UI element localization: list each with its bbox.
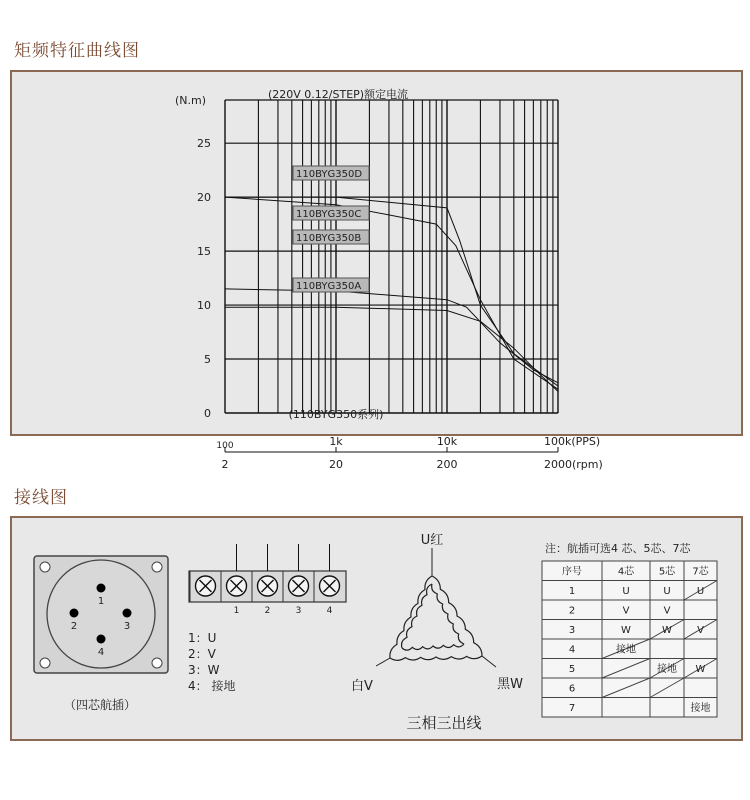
pin-table-cell: W	[621, 625, 631, 636]
wiring-panel	[10, 516, 743, 741]
winding-coil	[390, 576, 432, 658]
pin-table-cell: 7	[568, 703, 576, 714]
pin-3	[123, 609, 132, 618]
chart-title: (220V 0.12/STEP)额定电流	[268, 88, 409, 101]
pin-1	[97, 584, 106, 593]
wiring-section-title: 接线图	[14, 488, 68, 508]
pin-table-header: 5芯	[658, 566, 676, 578]
x-tick-label-rpm: 2000(rpm)	[544, 458, 603, 471]
terminal-number: 3	[295, 606, 302, 616]
series-label-text: 110BYG350A	[296, 281, 362, 292]
y-tick-label: 20	[197, 191, 211, 205]
pin-table-cell: 6	[568, 683, 576, 695]
three-phase-caption: 三相三出线	[406, 714, 482, 732]
pin-table-cell: U	[696, 586, 705, 597]
y-axis-label: (N.m)	[175, 94, 207, 107]
y-tick-label: 25	[197, 137, 211, 151]
pin-table-note: 注：航插可选4 芯、5芯、7芯	[545, 542, 691, 555]
pin-table-cell: U	[622, 586, 630, 597]
phase-w-label: 黑W	[497, 677, 523, 692]
series-label-text: 110BYG350D	[296, 169, 363, 180]
terminal-number: 1	[233, 606, 240, 616]
series-label-110byg350c	[293, 206, 369, 220]
terminal-legend-4: 4： 接地	[188, 679, 236, 693]
phase-v-label: 白V	[351, 679, 373, 694]
pin-table-cell: W	[662, 625, 672, 636]
series-label-110byg350d	[293, 166, 369, 180]
terminal-legend-2: 2：V	[188, 647, 216, 661]
x-tick-label-pps: 1k	[329, 435, 343, 448]
y-tick-label: 10	[197, 299, 211, 313]
pin-table-cell: 2	[568, 605, 576, 617]
terminal-number: 2	[264, 606, 271, 616]
winding-coil	[402, 644, 464, 650]
lead-w	[482, 656, 496, 667]
pin-label-1: 1	[97, 596, 105, 607]
chart-grid	[225, 100, 558, 413]
terminal-block	[189, 544, 346, 616]
pin-table-cell: 4	[568, 644, 576, 656]
terminal-number: 4	[326, 606, 333, 616]
series-label-text: 110BYG350C	[296, 209, 362, 220]
terminal-legend-1: 1：U	[188, 631, 217, 645]
four-pin-connector	[34, 556, 168, 673]
winding-coil	[432, 576, 482, 656]
pin-table-cell: U	[663, 586, 671, 597]
connector-caption: （四芯航插）	[63, 698, 137, 712]
y-tick-label: 0	[204, 407, 211, 420]
x-tick-labels	[216, 435, 602, 471]
pin-table-cell: V	[697, 625, 704, 636]
pin-2	[70, 609, 79, 618]
x-tick-label-pps: 100k(PPS)	[544, 435, 601, 448]
pin-4	[97, 635, 106, 644]
series-label-110byg350a	[293, 278, 369, 292]
x-tick-label-pps: 100	[216, 441, 234, 451]
series-label-110byg350b	[293, 230, 369, 244]
y-tick-label: 5	[204, 353, 211, 367]
torque-section-title: 矩频特征曲线图	[14, 41, 140, 61]
pin-table-cell: 3	[568, 625, 576, 636]
pin-table-header: 序号	[562, 566, 582, 578]
pin-table-header: 7芯	[692, 566, 709, 578]
curve-110byg350b	[225, 289, 558, 383]
lead-v	[376, 658, 390, 666]
phase-u-label: U红	[420, 533, 444, 548]
pin-label-4: 4	[97, 647, 105, 658]
pin-table-cell: 5	[568, 664, 576, 675]
three-phase-winding	[376, 548, 496, 667]
winding-coil	[402, 584, 432, 648]
x-tick-label-rpm: 2	[221, 458, 229, 471]
terminal-legend-3: 3：W	[188, 663, 220, 677]
pin-label-3: 3	[123, 621, 131, 632]
pin-table-header: 4芯	[617, 566, 635, 578]
y-tick-labels	[197, 137, 211, 420]
curve-110byg350c	[225, 197, 558, 389]
chart-curves	[225, 197, 558, 391]
pin-table-cell: 1	[568, 586, 576, 597]
winding-coil	[432, 584, 464, 644]
pin-table-cell: 接地	[616, 644, 636, 656]
torque-chart-panel	[10, 70, 743, 471]
curve-110byg350d	[225, 197, 558, 386]
x-tick-label-rpm: 20	[329, 458, 343, 471]
pin-table-cell: 接地	[690, 703, 711, 714]
pin-table-cell: 接地	[657, 664, 677, 675]
torque-chart	[12, 72, 741, 471]
series-label-text: 110BYG350B	[296, 233, 362, 244]
pin-table-cell: V	[622, 605, 630, 617]
wiring-diagram	[12, 518, 741, 739]
y-tick-label: 15	[197, 245, 211, 259]
x-axis-caption: (110BYG350系列)	[288, 408, 384, 421]
winding-coil	[390, 656, 482, 660]
x-tick-label-pps: 10k	[436, 435, 458, 448]
x-tick-label-rpm: 200	[436, 458, 458, 471]
pin-table-cell: W	[695, 664, 706, 675]
pin-table-cell: V	[663, 605, 671, 617]
pin-assignment-table	[542, 561, 717, 717]
pin-label-2: 2	[70, 621, 78, 632]
